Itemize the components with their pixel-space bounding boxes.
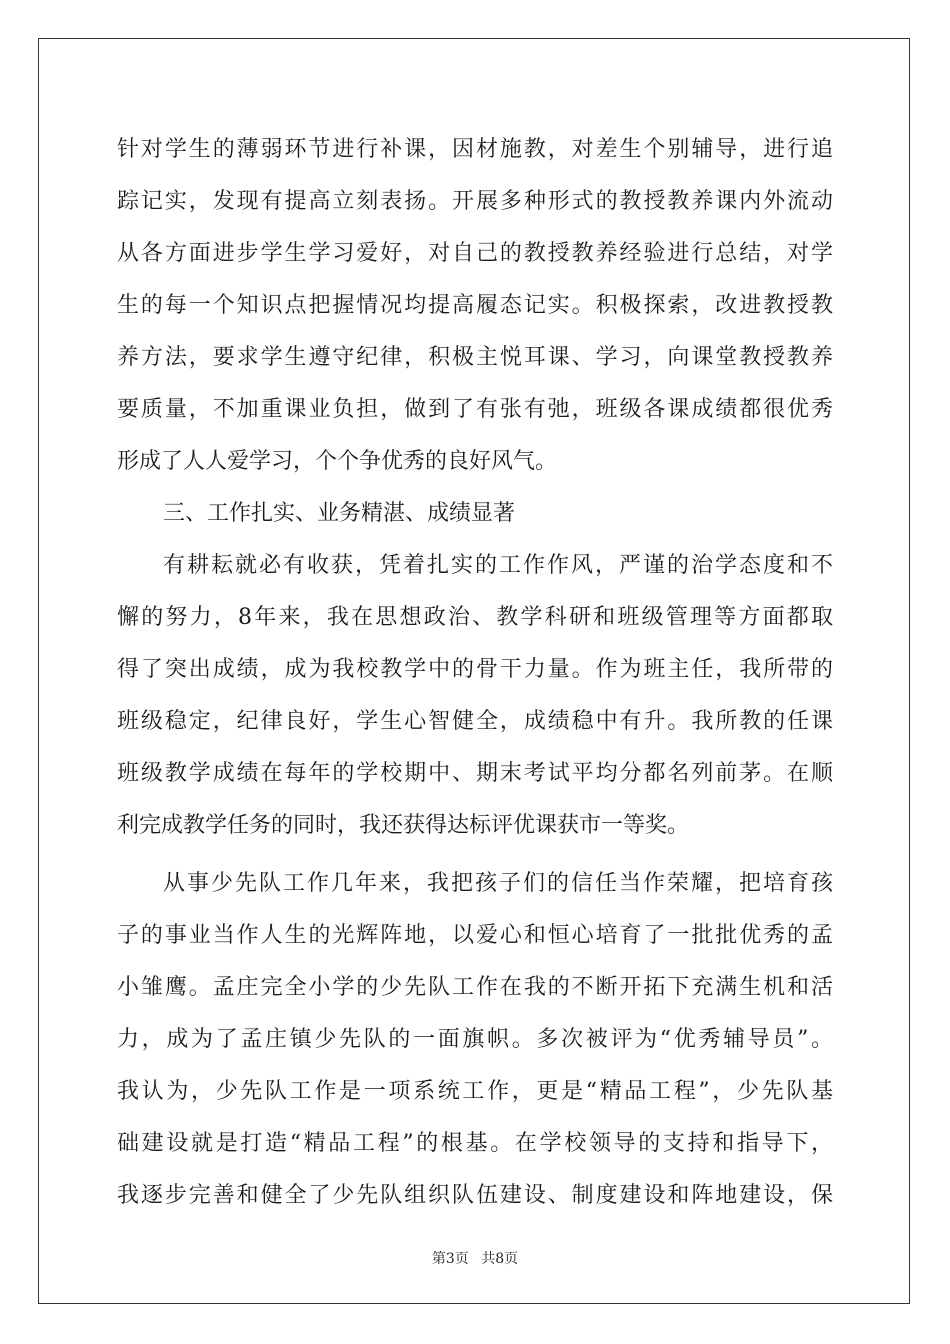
text-line: 子的事业当作人生的光辉阵地，以爱心和恒心培育了一批批优秀的孟 bbox=[117, 923, 833, 948]
text-line: 班级稳定，纪律良好，学生心智健全，成绩稳中有升。我所教的任课 bbox=[117, 709, 833, 734]
text-line: 我逐步完善和健全了少先队组织队伍建设、制度建设和阵地建设，保 bbox=[117, 1183, 833, 1208]
page-total: 共8页 bbox=[481, 1251, 519, 1267]
text-line: 养方法，要求学生遵守纪律，积极主悦耳课、学习，向课堂教授教养 bbox=[117, 345, 833, 370]
text-line: 从各方面进步学生学习爱好，对自己的教授教养经验进行总结，对学 bbox=[117, 241, 833, 266]
page-footer bbox=[0, 1248, 950, 1268]
text-line: 础建设就是打造“精品工程”的根基。在学校领导的支持和指导下， bbox=[117, 1131, 833, 1156]
text-line: 要质量，不加重课业负担，做到了有张有弛，班级各课成绩都很优秀 bbox=[117, 397, 833, 422]
page-number: 第3页 bbox=[431, 1251, 469, 1267]
text-line: 利完成教学任务的同时，我还获得达标评优课获市一等奖。 bbox=[117, 813, 690, 838]
text-line: 有耕耘就必有收获，凭着扎实的工作作风，严谨的治学态度和不 bbox=[163, 553, 833, 578]
text-line: 我认为，少先队工作是一项系统工作，更是“精品工程”，少先队基 bbox=[117, 1079, 833, 1104]
text-line: 力，成为了孟庄镇少先队的一面旗帜。多次被评为“优秀辅导员”。 bbox=[117, 1027, 833, 1052]
paragraph-3 bbox=[117, 858, 833, 1222]
text-line: 形成了人人爱学习，个个争优秀的良好风气。 bbox=[117, 449, 558, 474]
heading-text: 三、工作扎实、业务精湛、成绩显著 bbox=[163, 501, 516, 526]
paragraph-2 bbox=[117, 540, 833, 852]
document-body bbox=[117, 124, 833, 1222]
text-line: 懈的努力，8年来，我在思想政治、教学科研和班级管理等方面都取 bbox=[117, 605, 833, 630]
section-heading bbox=[117, 488, 833, 540]
paragraph-1 bbox=[117, 124, 833, 488]
text-line: 生的每一个知识点把握情况均提高履态记实。积极探索，改进教授教 bbox=[117, 293, 833, 318]
text-line: 得了突出成绩，成为我校教学中的骨干力量。作为班主任，我所带的 bbox=[117, 657, 833, 682]
text-line: 小雏鹰。孟庄完全小学的少先队工作在我的不断开拓下充满生机和活 bbox=[117, 975, 833, 1000]
text-line: 踪记实，发现有提高立刻表扬。开展多种形式的教授教养课内外流动 bbox=[117, 189, 833, 214]
text-line: 针对学生的薄弱环节进行补课，因材施教，对差生个别辅导，进行追 bbox=[117, 137, 833, 162]
text-line: 从事少先队工作几年来，我把孩子们的信任当作荣耀，把培育孩 bbox=[163, 871, 833, 896]
text-line: 班级教学成绩在每年的学校期中、期末考试平均分都名列前茅。在顺 bbox=[117, 761, 833, 786]
